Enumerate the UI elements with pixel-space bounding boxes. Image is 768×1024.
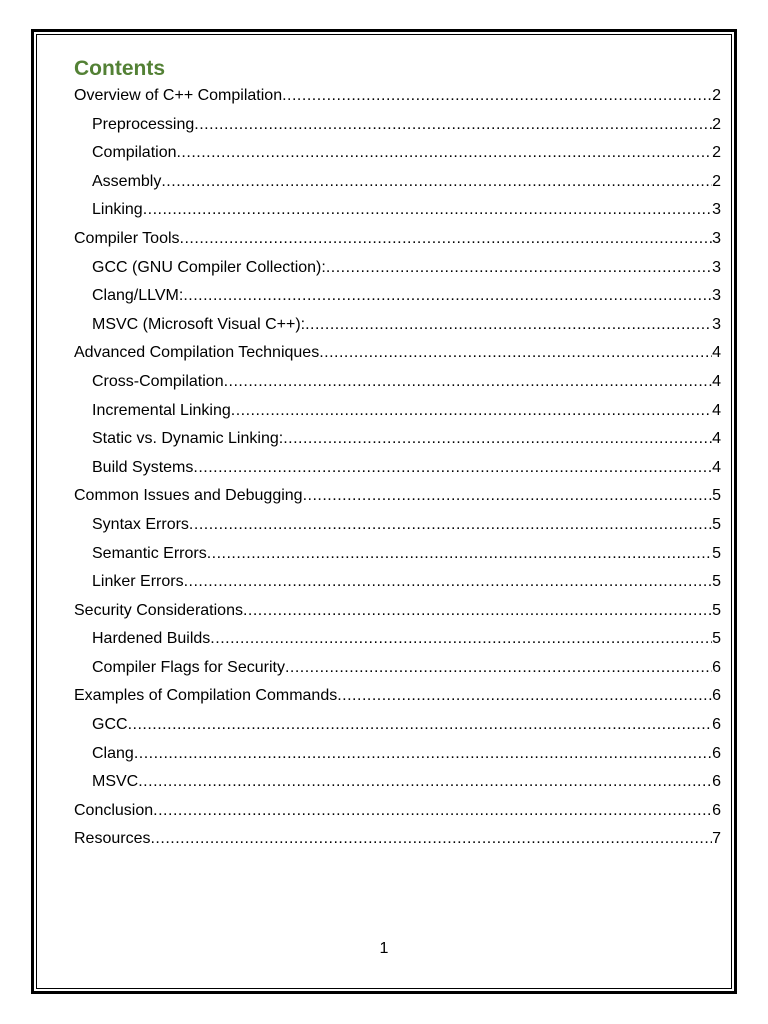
toc-entry-page: 2: [712, 172, 721, 190]
page-number: 1: [379, 940, 389, 957]
toc-dot-leader: [150, 825, 712, 854]
toc-entry-label: Incremental Linking: [92, 401, 231, 419]
toc-entry[interactable]: [74, 397, 721, 426]
toc-entry-label: Cross-Compilation: [92, 372, 224, 390]
toc-dot-leader: [176, 139, 712, 168]
toc-entry-page: 2: [712, 115, 721, 133]
toc-entry[interactable]: [74, 482, 721, 511]
toc-entry-page: 3: [712, 258, 721, 276]
table-of-contents: [74, 82, 721, 854]
toc-entry-page: 5: [712, 601, 721, 619]
toc-entry[interactable]: [74, 768, 721, 797]
toc-entry[interactable]: [74, 368, 721, 397]
toc-entry-label: Common Issues and Debugging: [74, 487, 303, 505]
toc-entry-label: Preprocessing: [92, 115, 195, 133]
toc-entry[interactable]: [74, 454, 721, 483]
toc-entry[interactable]: [74, 825, 721, 854]
toc-entry-label: Overview of C++ Compilation: [74, 87, 283, 104]
toc-entry-page: 4: [712, 344, 721, 362]
toc-entry-page: 4: [712, 458, 721, 476]
toc-entry-label: Examples of Compilation Commands: [74, 687, 338, 705]
toc-entry-label: Linking: [92, 201, 143, 219]
toc-dot-leader: [224, 368, 713, 397]
toc-entry-label: Resources: [74, 830, 151, 848]
toc-dot-leader: [305, 311, 712, 340]
toc-dot-leader: [193, 454, 712, 483]
toc-entry[interactable]: [74, 311, 721, 340]
toc-entry[interactable]: [74, 625, 721, 654]
toc-entry-label: GCC (GNU Compiler Collection):: [92, 258, 326, 276]
toc-dot-leader: [138, 768, 712, 797]
toc-entry-label: MSVC (Microsoft Visual C++):: [92, 315, 306, 333]
toc-dot-leader: [282, 82, 712, 111]
toc-entry-page: 3: [712, 229, 721, 247]
toc-entry[interactable]: [74, 339, 721, 368]
toc-entry[interactable]: [74, 254, 721, 283]
toc-entry-page: 6: [712, 716, 721, 734]
toc-entry[interactable]: [74, 711, 721, 740]
toc-entry-page: 5: [712, 515, 721, 533]
toc-entry-label: Clang/LLVM:: [92, 287, 184, 305]
toc-entry-label: Syntax Errors: [92, 515, 189, 533]
toc-entry[interactable]: [74, 682, 721, 711]
toc-entry[interactable]: [74, 740, 721, 769]
toc-dot-leader: [231, 397, 712, 426]
toc-dot-leader: [161, 168, 712, 197]
toc-dot-leader: [319, 339, 712, 368]
toc-dot-leader: [303, 482, 713, 511]
toc-entry-page: 6: [712, 744, 721, 762]
toc-entry-page: 5: [712, 630, 721, 648]
toc-entry[interactable]: [74, 540, 721, 569]
toc-entry[interactable]: [74, 82, 721, 111]
toc-dot-leader: [285, 654, 712, 683]
toc-dot-leader: [189, 511, 712, 540]
toc-entry-label: Clang: [92, 744, 134, 762]
toc-dot-leader: [128, 711, 713, 740]
toc-entry-page: 2: [712, 87, 721, 104]
toc-entry-label: Assembly: [92, 172, 162, 190]
toc-entry-label: Conclusion: [74, 801, 154, 819]
toc-dot-leader: [326, 254, 712, 283]
toc-entry-label: Static vs. Dynamic Linking:: [92, 430, 284, 448]
toc-dot-leader: [207, 540, 712, 569]
toc-entry-page: 3: [712, 315, 721, 333]
toc-entry-label: GCC: [92, 716, 128, 734]
toc-entry-page: 4: [712, 430, 721, 448]
toc-entry-page: 6: [712, 687, 721, 705]
toc-entry-label: Build Systems: [92, 458, 194, 476]
toc-entry-page: 2: [712, 144, 721, 162]
toc-dot-leader: [143, 196, 712, 225]
toc-entry-label: Advanced Compilation Techniques: [74, 344, 320, 362]
toc-entry-page: 5: [712, 544, 721, 562]
toc-entry[interactable]: [74, 225, 721, 254]
toc-dot-leader: [180, 225, 713, 254]
toc-entry-page: 7: [712, 830, 721, 848]
toc-entry-label: MSVC: [92, 773, 139, 791]
toc-dot-leader: [210, 625, 712, 654]
toc-entry[interactable]: [74, 282, 721, 311]
toc-entry-label: Compiler Flags for Security: [92, 658, 285, 676]
toc-entry-label: Compilation: [92, 144, 177, 162]
toc-title: Contents: [74, 57, 165, 80]
toc-dot-leader: [337, 682, 712, 711]
toc-dot-leader: [283, 425, 712, 454]
toc-entry[interactable]: [74, 425, 721, 454]
toc-entry-page: 6: [712, 801, 721, 819]
toc-dot-leader: [243, 597, 712, 626]
toc-entry-page: 5: [712, 487, 721, 505]
toc-entry-page: 4: [712, 372, 721, 390]
toc-entry-page: 3: [712, 287, 721, 305]
toc-entry[interactable]: [74, 196, 721, 225]
toc-entry[interactable]: [74, 168, 721, 197]
toc-entry-label: Hardened Builds: [92, 630, 211, 648]
toc-entry-page: 6: [712, 773, 721, 791]
toc-entry[interactable]: [74, 111, 721, 140]
toc-entry[interactable]: [74, 511, 721, 540]
toc-dot-leader: [194, 111, 712, 140]
toc-entry-page: 4: [712, 401, 721, 419]
toc-entry-label: Linker Errors: [92, 573, 184, 591]
toc-entry[interactable]: [74, 139, 721, 168]
toc-entry-page: 3: [712, 201, 721, 219]
toc-entry-page: 5: [712, 573, 721, 591]
toc-entry-page: 6: [712, 658, 721, 676]
toc-dot-leader: [153, 797, 712, 826]
toc-entry[interactable]: [74, 797, 721, 826]
toc-entry-label: Compiler Tools: [74, 229, 180, 247]
toc-dot-leader: [134, 740, 712, 769]
toc-dot-leader: [183, 282, 712, 311]
toc-entry[interactable]: [74, 597, 721, 626]
toc-dot-leader: [184, 568, 713, 597]
toc-entry-label: Semantic Errors: [92, 544, 207, 562]
toc-entry-label: Security Considerations: [74, 601, 243, 619]
toc-entry[interactable]: [74, 654, 721, 683]
toc-entry[interactable]: [74, 568, 721, 597]
